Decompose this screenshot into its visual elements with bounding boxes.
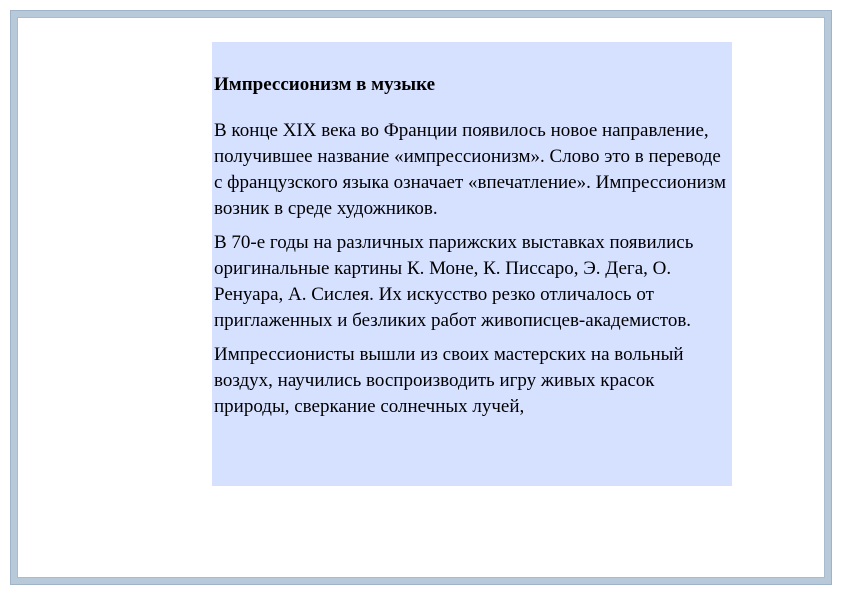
text-block bbox=[212, 42, 732, 486]
document-title: Импрессионизм в музыке bbox=[214, 74, 435, 95]
paragraph-2: В 70-е годы на различных парижских выставках появились оригинальные картины К. Моне, К. Писсаро, Э. Дега, О. Ренуара, А. Сислея. Их искусство резко отличалось от приглаженных и безликих работ живописцев-академистов. bbox=[214, 232, 694, 331]
paragraph-3: Импрессионисты вышли из своих мастерских на вольный воздух, научились воспроизводить игру живых красок природы, сверкание солнечных лучей, bbox=[214, 344, 684, 417]
paragraph-1: В конце XIX века во Франции появилось новое направление, получившее название «импрессионизм». Слово это в переводе с французского языка означает «впечатление». Импрессионизм возник в среде художников. bbox=[214, 120, 727, 219]
